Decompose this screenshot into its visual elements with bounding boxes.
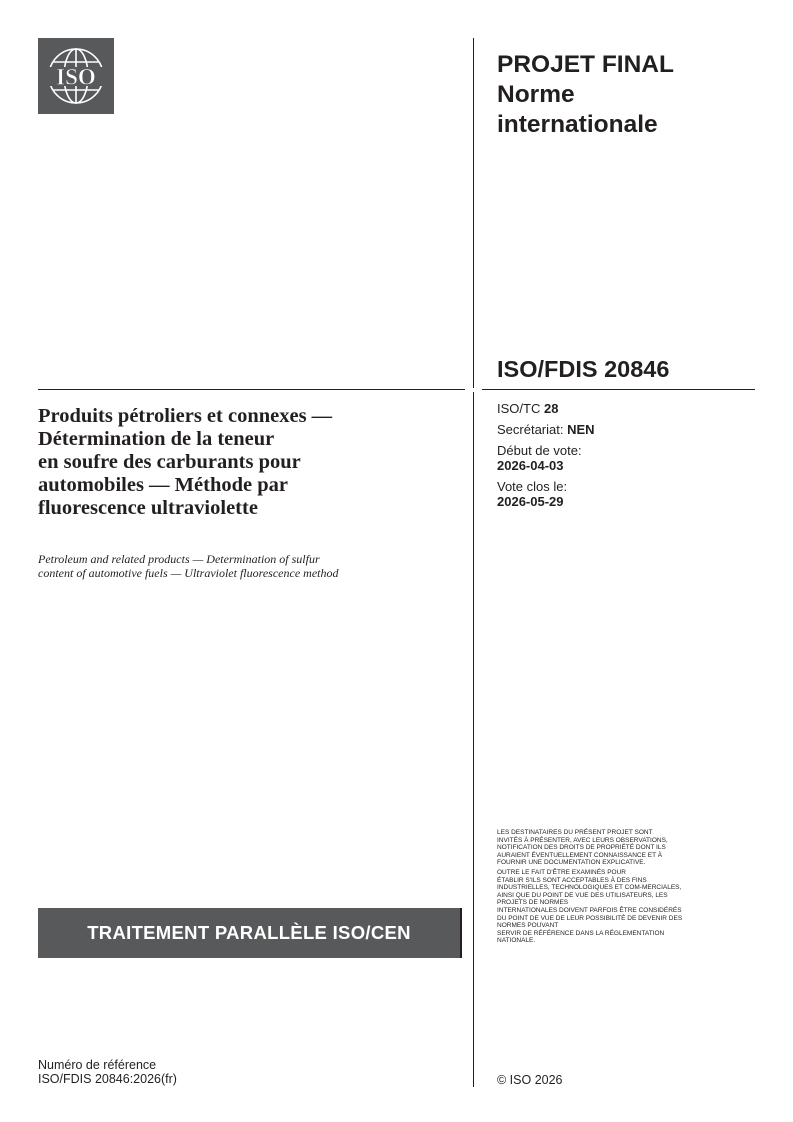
- notice-line: ÉTABLIR S'ILS SONT ACCEPTABLES À DES FINS: [497, 876, 647, 884]
- notice-line: AURAIENT ÉVENTUELLEMENT CONNAISSANCE ET À: [497, 851, 663, 859]
- vertical-divider-top: [473, 38, 474, 388]
- main-title: [38, 405, 458, 520]
- main-title-line: Produits pétroliers et connexes —: [38, 405, 333, 427]
- reference-value: ISO/FDIS 20846:2026(fr): [38, 1071, 177, 1086]
- notice-line: FOURNIR UNE DOCUMENTATION EXPLICATIVE.: [497, 859, 646, 867]
- vote-end-date: 2026-05-29: [497, 494, 564, 509]
- english-title-line: content of automotive fuels — Ultraviolet fluorescence method: [38, 566, 339, 580]
- iso-logo: [38, 38, 114, 114]
- notice-line: INTERNATIONALES DOIVENT PARFOIS ÊTRE CONSIDÉRÉS: [497, 906, 682, 914]
- notice-line: NORMES POUVANT: [497, 922, 559, 930]
- document-metadata: [497, 401, 595, 509]
- notice-line: DU POINT DE VUE DE LEUR POSSIBILITÉ DE DEVENIR DES: [497, 914, 683, 922]
- tc-value: 28: [543, 401, 559, 416]
- main-title-line: fluorescence ultraviolette: [38, 497, 258, 519]
- notice-line: INDUSTRIELLES, TECHNOLOGIQUES ET COM-MERCIALES,: [497, 884, 682, 892]
- secretariat-value: NEN: [567, 422, 595, 437]
- horizontal-divider-right: [482, 389, 755, 390]
- iso-globe-icon: [38, 38, 114, 114]
- vertical-divider-bottom: [473, 392, 474, 1087]
- horizontal-divider-left: [38, 389, 465, 390]
- tc-label: ISO/TC: [497, 401, 541, 416]
- reference-label: Numéro de référence: [38, 1058, 157, 1072]
- document-number: ISO/FDIS 20846: [497, 356, 670, 382]
- reference-number: [38, 1059, 177, 1086]
- copyright-notice: © ISO 2026: [497, 1073, 563, 1087]
- notice-line: OUTRE LE FAIT D'ÊTRE EXAMINÉS POUR: [497, 868, 626, 876]
- document-stage-heading: [497, 50, 767, 140]
- iso-logo-text: ISO: [56, 64, 96, 90]
- notice-line: SERVIR DE RÉFÉRENCE DANS LA RÉGLEMENTATION: [497, 929, 665, 937]
- technical-committee: [497, 401, 595, 416]
- secretariat: [497, 422, 595, 437]
- document-type-line-1: Norme: [497, 81, 575, 108]
- notice-line: INVITÉS À PRÉSENTER, AVEC LEURS OBSERVATIONS,: [497, 836, 668, 844]
- document-status: PROJET FINAL: [497, 51, 674, 78]
- notice-line: NATIONALE.: [497, 937, 536, 945]
- draft-notice: [497, 829, 759, 945]
- secretariat-label: Secrétariat:: [497, 422, 564, 437]
- main-title-line: automobiles — Méthode par: [38, 474, 288, 496]
- vote-start-date: 2026-04-03: [497, 458, 564, 473]
- main-title-line: Détermination de la teneur: [38, 428, 275, 450]
- banner-edge: [460, 908, 462, 958]
- vote-end-label: Vote clos le:: [497, 479, 568, 494]
- document-type-line-2: internationale: [497, 111, 658, 138]
- notice-line: AINSI QUE DU POINT DE VUE DES UTILISATEURS, LES: [497, 891, 668, 899]
- english-title-line: Petroleum and related products — Determination of sulfur: [38, 552, 320, 566]
- main-title-line: en soufre des carburants pour: [38, 451, 301, 473]
- notice-line: NOTIFICATION DES DROITS DE PROPRIÉTÉ DONT ILS: [497, 844, 666, 852]
- english-title: [38, 552, 458, 580]
- parallel-processing-banner: TRAITEMENT PARALLÈLE ISO/CEN: [38, 908, 460, 958]
- notice-line: PROJETS DE NORMES: [497, 899, 569, 907]
- vote-start-label: Début de vote:: [497, 443, 582, 458]
- notice-line: LES DESTINATAIRES DU PRÉSENT PROJET SONT: [497, 829, 653, 836]
